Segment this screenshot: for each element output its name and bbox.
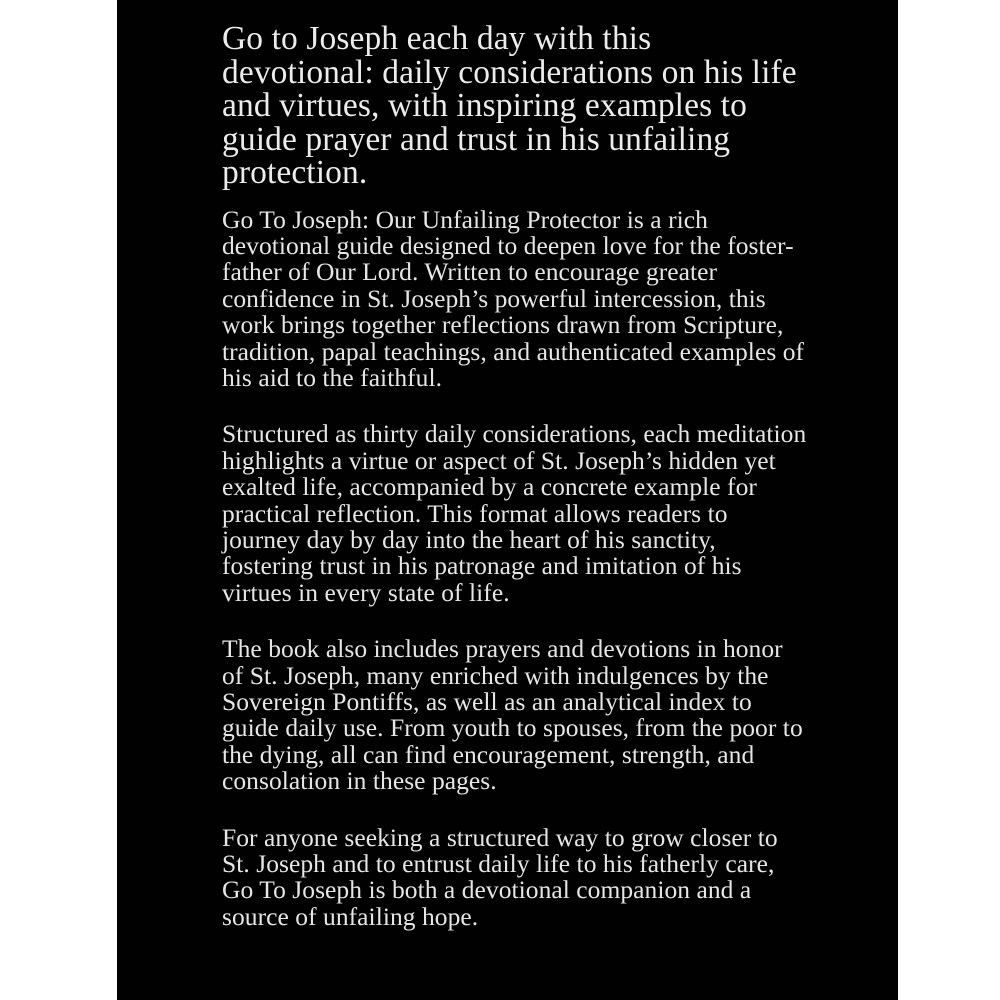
description-content <box>222 0 807 930</box>
right-gutter <box>898 0 1000 1000</box>
description-lede: Go to Joseph each day with this devotional: daily considerations on his life and virtues, with inspiring examples to guide prayer and trust in his unfailing protection. <box>222 20 797 191</box>
left-gutter <box>0 0 117 1000</box>
description-paragraph-4: For anyone seeking a structured way to grow closer to St. Joseph and to entrust daily life to his fatherly care, Go To Joseph is both a devotional companion and a source of unfailing hope. <box>222 822 778 931</box>
description-paragraph-2: Structured as thirty daily considerations, each meditation highlights a virtue or aspect of St. Joseph’s hidden yet exalted life, accompanied by a concrete example for practical reflection. This format allows readers to journey day by day into the heart of his sanctity, fostering trust in his patronage and imitation of his virtues in every state of life. <box>222 419 807 607</box>
description-paragraph-1: Go To Joseph: Our Unfailing Protector is a rich devotional guide designed to deepen love for the foster-father of Our Lord. Written to encourage greater confidence in St. Joseph’s powerful intercession, this work brings together reflections drawn from Scripture, tradition, papal teachings, and authenticated examples of his aid to the faithful. <box>222 204 805 392</box>
description-paragraph-3: The book also includes prayers and devotions in honor of St. Joseph, many enriched with indulgences by the Sovereign Pontiffs, as well as an analytical index to guide daily use. From youth to spouses, from the poor to the dying, all can find encouragement, strength, and consolation in these pages. <box>222 634 803 796</box>
book-description-panel <box>117 0 898 1000</box>
